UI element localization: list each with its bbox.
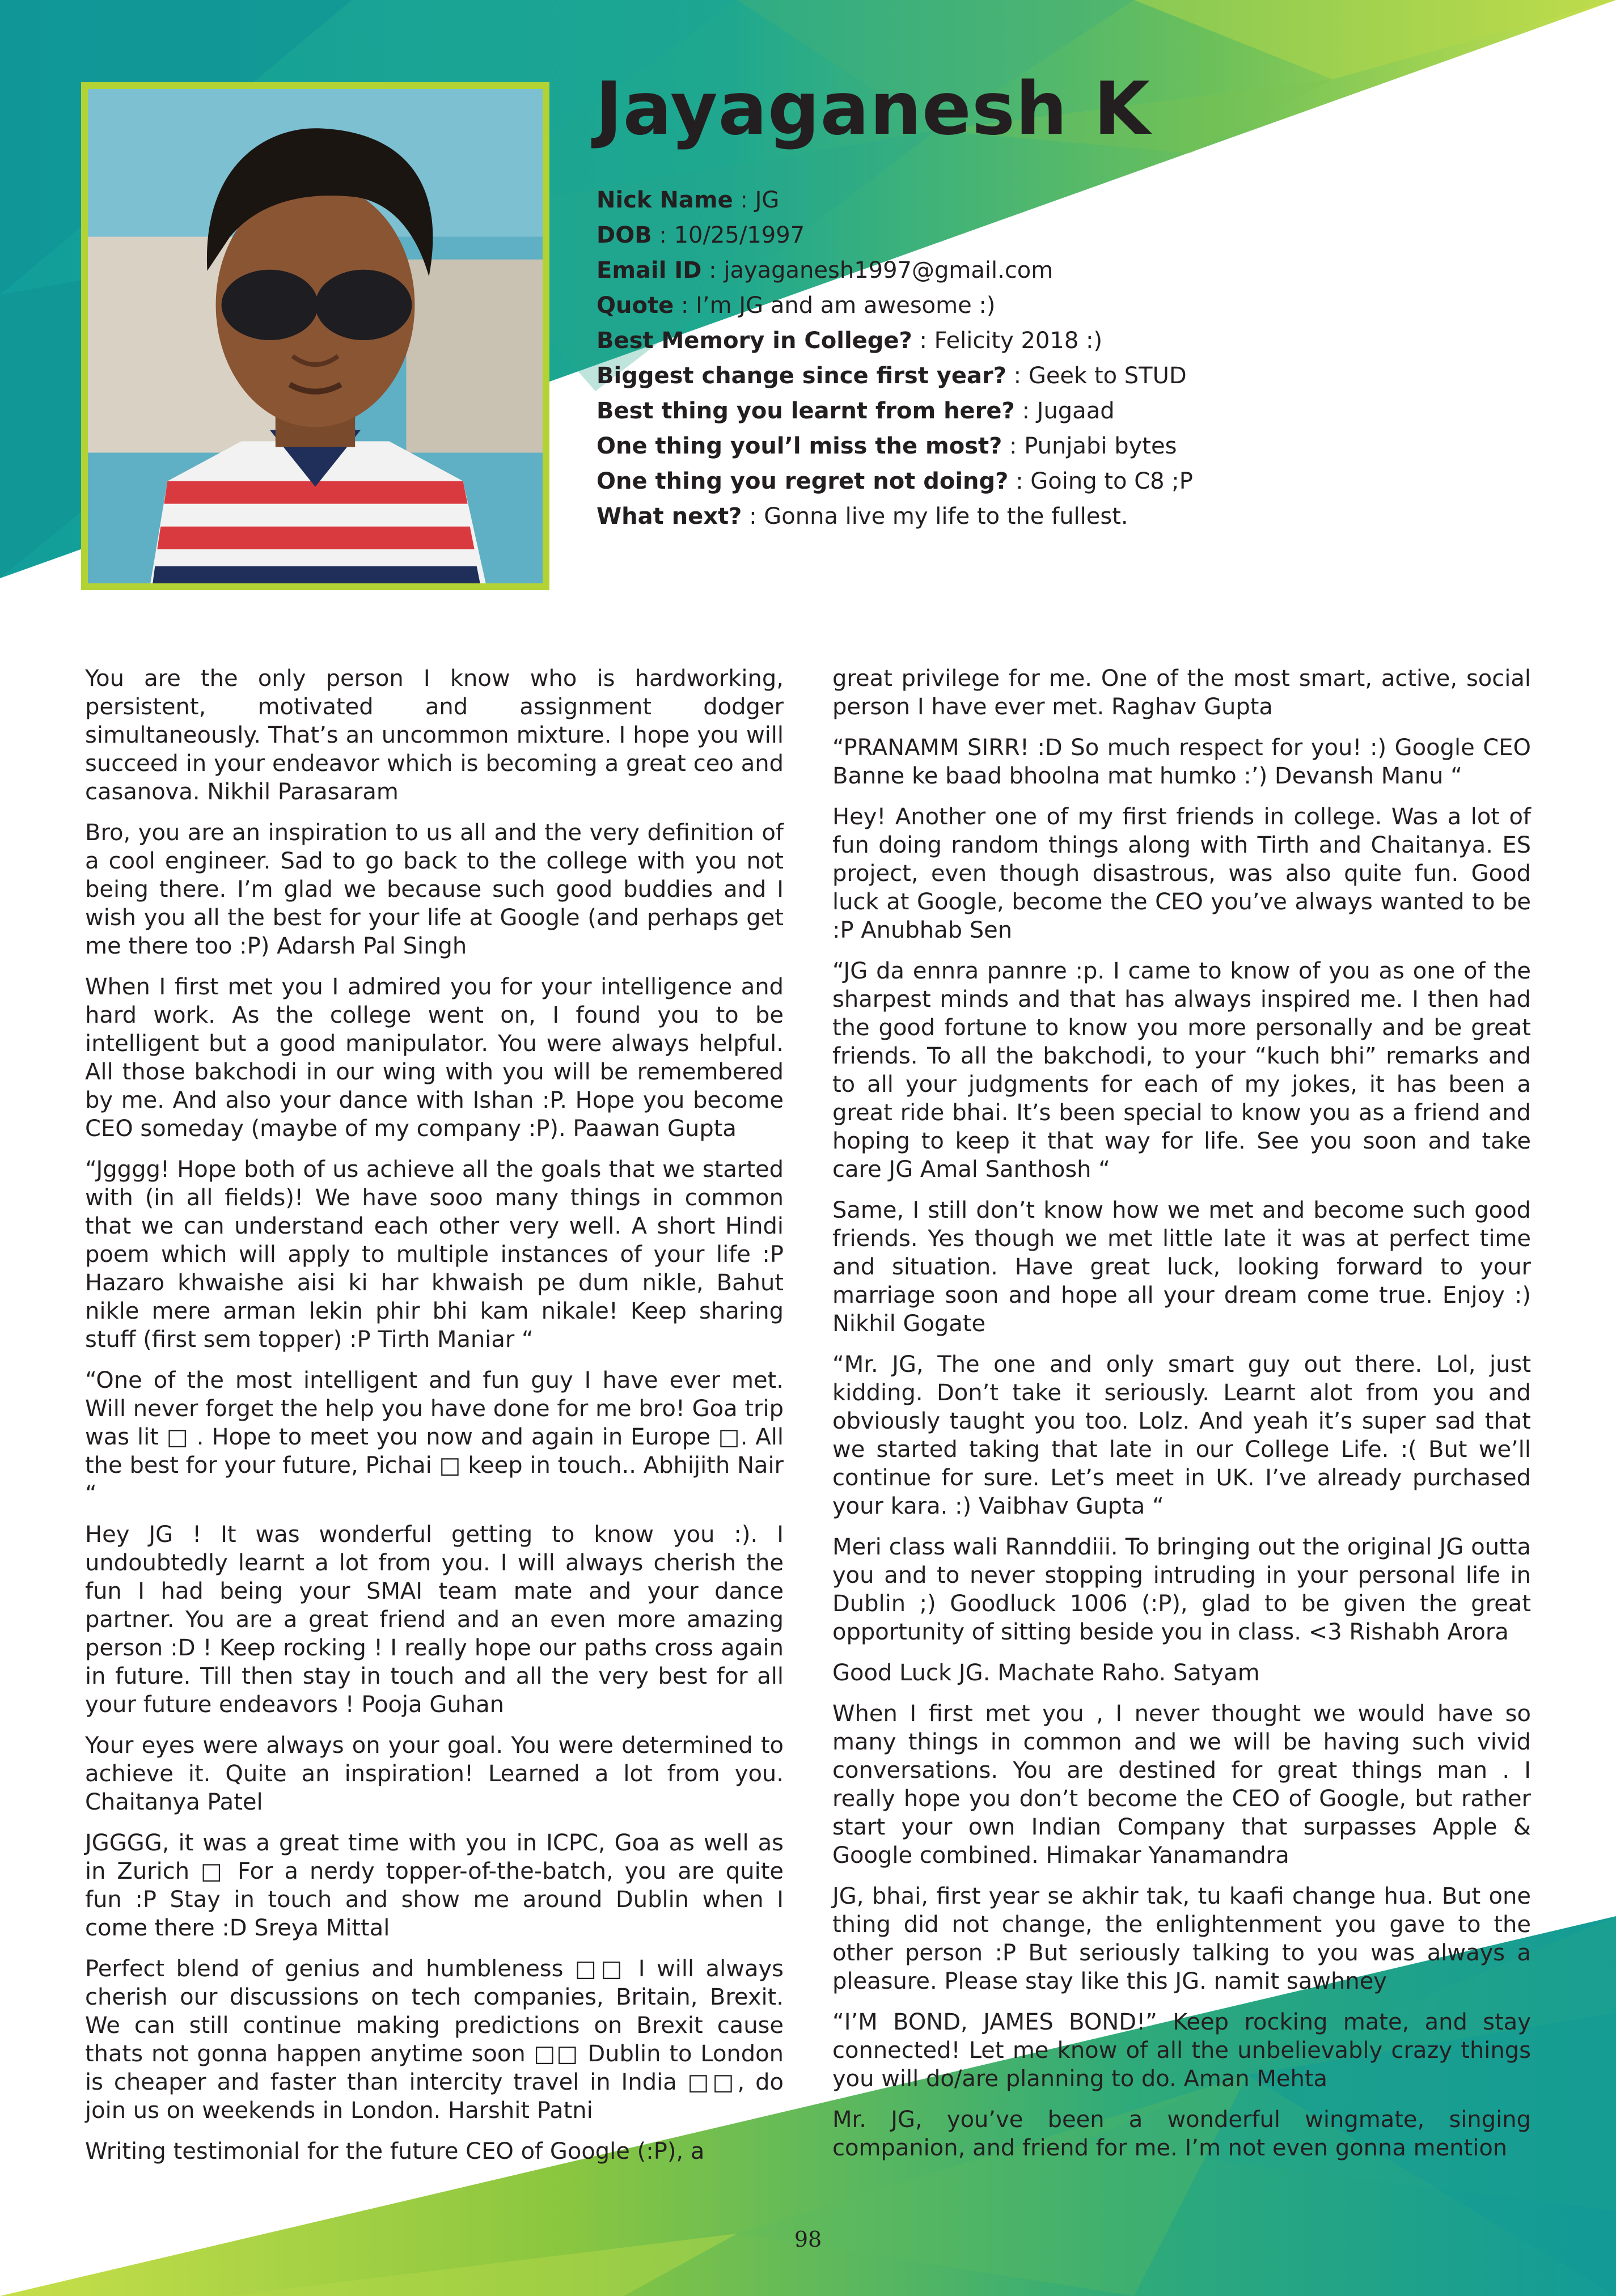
testimonial: Hey! Another one of my first friends in college. Was a lot of fun doing random things along with Tirth and Chaitanya. ES project, even though disastrous, was also quite fun. Good luck at Google, become the CEO you’ve always wanted to be :P Anubhab Sen — [832, 804, 1531, 943]
profile-row-miss-most — [597, 429, 1266, 464]
profile-row-nick-name — [597, 183, 1266, 218]
profile-row-what-next — [597, 499, 1266, 534]
testimonial: “I’M BOND, JAMES BOND!” Keep rocking mate, and stay connected! Let me know of all the unbelievably crazy things you will do/are planning to do. Aman Mehta — [832, 2009, 1531, 2092]
profile-value: : jayaganesh1997@gmail.com — [701, 257, 1054, 283]
testimonial: Writing testimonial for the future CEO of Google (:P), a — [85, 2138, 705, 2164]
profile-details — [597, 183, 1266, 534]
profile-value: : 10/25/1997 — [652, 222, 805, 248]
testimonial: “PRANAMM SIRR! :D So much respect for you! :) Google CEO Banne ke baad bhoolna mat humko :’) Devansh Manu “ — [832, 735, 1531, 789]
testimonial: Hey JG ! It was wonderful getting to know you :). I undoubtedly learnt a lot from you. I will always cherish the fun I had being your SMAI team mate and your dance partner. You are a great friend and an even more amazing person :D ! Keep rocking ! I really hope our paths cross again in future. Till then stay in touch and all the very best for all your future endeavors ! Pooja Guhan — [85, 1522, 784, 1718]
portrait-illustration — [88, 89, 543, 583]
testimonial: JG, bhai, first year se akhir tak, tu kaafi change hua. But one thing did not change, the enlightenment you gave to the other person :P But seriously talking to you was always a pleasure. Please stay like this JG. namit sawhney — [832, 1883, 1531, 1994]
profile-row-regret — [597, 464, 1266, 499]
testimonial: When I first met you I admired you for your intelligence and hard work. As the college went on, I found you to be intelligent but a good manipulator. You were always helpful. All those bakchodi in our wing with you will be remembered by me. And also your dance with Ishan :P. Hope you become CEO someday (maybe of my company :P). Paawan Gupta — [85, 974, 784, 1142]
page-number: 98 — [794, 2227, 822, 2252]
profile-label: Best thing you learnt from here? — [597, 398, 1015, 424]
testimonial: JGGGG, it was a great time with you in ICPC, Goa as well as in Zurich □ For a nerdy topper-of-the-batch, you are quite fun :P Stay in touch and show me around Dublin when I come there :D Sreya Mittal — [85, 1830, 784, 1941]
profile-row-best-thing-learnt — [597, 393, 1266, 429]
profile-label: Biggest change since first year? — [597, 363, 1006, 389]
testimonial: Bro, you are an inspiration to us all and the very definition of a cool engineer. Sad to go back to the college with you not being there. I’m glad we because such good buddies and I wish you all the best for your life at Google (and perhaps get me there too :P) Adarsh Pal Singh — [85, 820, 784, 959]
testimonial: “JG da ennra pannre :p. I came to know of you as one of the sharpest minds and that has always inspired me. I then had the good fortune to know you more personally and be great friends. To all the bakchodi, to your “kuch bhi” remarks and to all your judgments for each of my jokes, it has been a great ride bhai. It’s been special to know you as a friend and hoping to keep it that way for life. See you soon and take care JG Amal Santhosh “ — [832, 958, 1531, 1183]
profile-value: : Gonna live my life to the fullest. — [742, 503, 1128, 529]
profile-label: DOB — [597, 222, 652, 248]
testimonial: Good Luck JG. Machate Raho. Satyam — [832, 1660, 1260, 1686]
testimonial: Your eyes were always on your goal. You were determined to achieve it. Quite an inspiration! Learned a lot from you. Chaitanya Patel — [85, 1732, 784, 1815]
profile-value: : Felicity 2018 :) — [912, 328, 1103, 354]
testimonials-right-column — [832, 664, 1531, 2175]
profile-label: Quote — [597, 293, 674, 319]
testimonial: Perfect blend of genius and humbleness □□ I will always cherish our discussions on tech companies, Britain, Brexit. We can still continue making predictions on Brexit cause thats not gonna happen anytime soon □□ Dublin to London is cheaper and faster than intercity travel in India □□, do join us on weekends in London. Harshit Patni — [85, 1956, 784, 2124]
profile-value: : Punjabi bytes — [1002, 433, 1177, 459]
profile-label: Nick Name — [597, 187, 733, 213]
profile-value: : Jugaad — [1014, 398, 1115, 424]
profile-row-best-memory — [597, 323, 1266, 358]
profile-label: One thing you regret not doing? — [597, 468, 1009, 494]
testimonials-left-column — [85, 664, 784, 2178]
profile-value: : I’m JG and am awesome :) — [674, 293, 996, 319]
student-name: Jayaganesh K — [595, 67, 1150, 151]
testimonial: “Mr. JG, The one and only smart guy out there. Lol, just kidding. Don’t take it seriously. Learnt alot from you and obviously taught you too. Lolz. And yeah it’s super sad that we started taking that late in our College Life. :( But we’ll continue for sure. Let’s meet in UK. I’ve already purchased your kara. :) Vaibhav Gupta “ — [832, 1352, 1531, 1519]
testimonial: great privilege for me. One of the most smart, active, social person I have ever met. Raghav Gupta — [832, 666, 1531, 720]
testimonial: Meri class wali Rannddiii. To bringing out the original JG outta you and to never stopping intruding in your personal life in Dublin ;) Goodluck 1006 (:P), glad to be given the great opportunity of sitting beside you in class. <3 Rishabh Arora — [832, 1534, 1531, 1645]
portrait-photo — [81, 82, 549, 590]
profile-row-email — [597, 253, 1266, 288]
profile-value: : JG — [733, 187, 780, 213]
profile-row-dob — [597, 218, 1266, 253]
testimonial: When I first met you , I never thought we would have so many things in common and we will be having such vivid conversations. You are destined for great things man . I really hope you don’t become the CEO of Google, but rather start your own Indian Company that surpasses Apple & Google combined. Himakar Yanamandra — [832, 1701, 1531, 1869]
testimonial: Same, I still don’t know how we met and become such good friends. Yes though we met little late it was at perfect time and situation. Have great luck, looking forward to your marriage soon and hope all your dream come true. Enjoy :) Nikhil Gogate — [832, 1197, 1531, 1337]
testimonial: You are the only person I know who is hardworking, persistent, motivated and assignment dodger simultaneously. That’s an uncommon mixture. I hope you will succeed in your endeavor which is becoming a great ceo and casanova. Nikhil Parasaram — [85, 666, 784, 805]
profile-label: Best Memory in College? — [597, 328, 912, 354]
profile-label: Email ID — [597, 257, 702, 283]
profile-label: What next? — [597, 503, 742, 529]
testimonial: “Jgggg! Hope both of us achieve all the goals that we started with (in all fields)! We have sooo many things in common that we can understand each other very well. A short Hindi poem which will apply to multiple instances of your life :P Hazaro khwaishe aisi ki har khwaish pe dum nikle, Bahut nikle mere arman lekin phir bhi kam nikale! Keep sharing stuff (first sem topper) :P Tirth Maniar “ — [85, 1157, 784, 1353]
profile-value: : Geek to STUD — [1006, 363, 1187, 389]
testimonial: “One of the most intelligent and fun guy I have ever met. Will never forget the help you have done for me bro! Goa trip was lit □ . Hope to meet you now and again in Europe □. All the best for your future, Pichai □ keep in touch.. Abhijith Nair “ — [85, 1367, 784, 1507]
profile-row-quote — [597, 288, 1266, 323]
profile-row-biggest-change — [597, 358, 1266, 393]
profile-label: One thing youl’l miss the most? — [597, 433, 1002, 459]
profile-value: : Going to C8 ;P — [1008, 468, 1193, 494]
testimonial: Mr. JG, you’ve been a wonderful wingmate, singing companion, and friend for me. I’m not even gonna mention — [832, 2107, 1531, 2161]
